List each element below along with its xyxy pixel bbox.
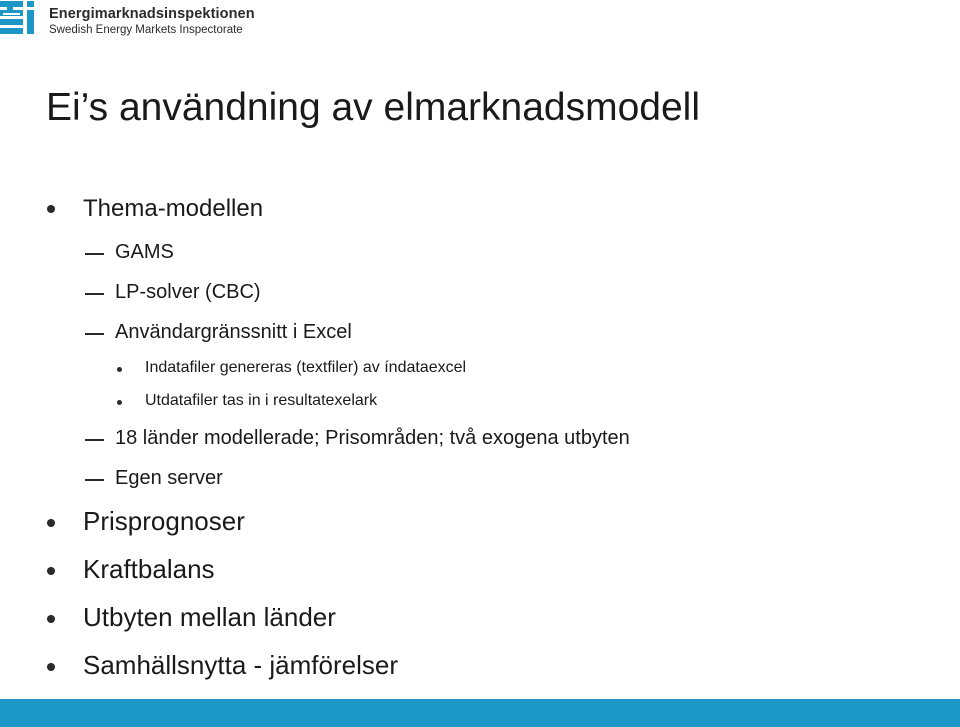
bullet-utbyten: Utbyten mellan länder bbox=[83, 602, 336, 632]
bullet-kraftbalans: Kraftbalans bbox=[83, 554, 215, 584]
sub-bullet-18-lander: 18 länder modellerade; Prisområden; två exogena utbyten bbox=[115, 427, 630, 449]
bullet-dot bbox=[47, 615, 55, 623]
sub-bullet-gams: GAMS bbox=[115, 241, 174, 263]
dash-marker bbox=[85, 333, 104, 335]
small-bullet-dot bbox=[117, 400, 122, 405]
sub-bullet-lp-solver: LP-solver (CBC) bbox=[115, 281, 261, 303]
bullet-dot bbox=[47, 205, 55, 213]
logo bbox=[0, 0, 300, 42]
dash-marker bbox=[85, 253, 104, 255]
ei-logo-icon bbox=[0, 0, 42, 38]
dash-marker bbox=[85, 439, 104, 441]
slide-title: Ei’s användning av elmarknadsmodell bbox=[46, 86, 700, 129]
bullet-prisprognoser: Prisprognoser bbox=[83, 506, 245, 536]
sub-sub-bullet-indatafiler: Indatafiler genereras (textfiler) av índataexcel bbox=[145, 359, 467, 376]
dash-marker bbox=[85, 479, 104, 481]
bullet-dot bbox=[47, 663, 55, 671]
small-bullet-dot bbox=[117, 367, 122, 372]
sub-sub-bullet-utdatafiler: Utdatafiler tas in i resultatexelark bbox=[145, 392, 378, 409]
sub-bullet-egen-server: Egen server bbox=[115, 467, 223, 489]
bullet-dot bbox=[47, 567, 55, 575]
bullet-dot bbox=[47, 519, 55, 527]
bullet-thema-modellen: Thema-modellen bbox=[83, 195, 264, 222]
footer-bar bbox=[0, 699, 960, 727]
sub-bullet-anvandargranssnitt: Användargränssnitt i Excel bbox=[115, 321, 352, 343]
bullet-samhallsnytta: Samhällsnytta - jämförelser bbox=[83, 650, 398, 680]
dash-marker bbox=[85, 293, 104, 295]
logo-name: Energimarknadsinspektionen bbox=[49, 6, 255, 22]
logo-subtitle: Swedish Energy Markets Inspectorate bbox=[49, 24, 243, 36]
